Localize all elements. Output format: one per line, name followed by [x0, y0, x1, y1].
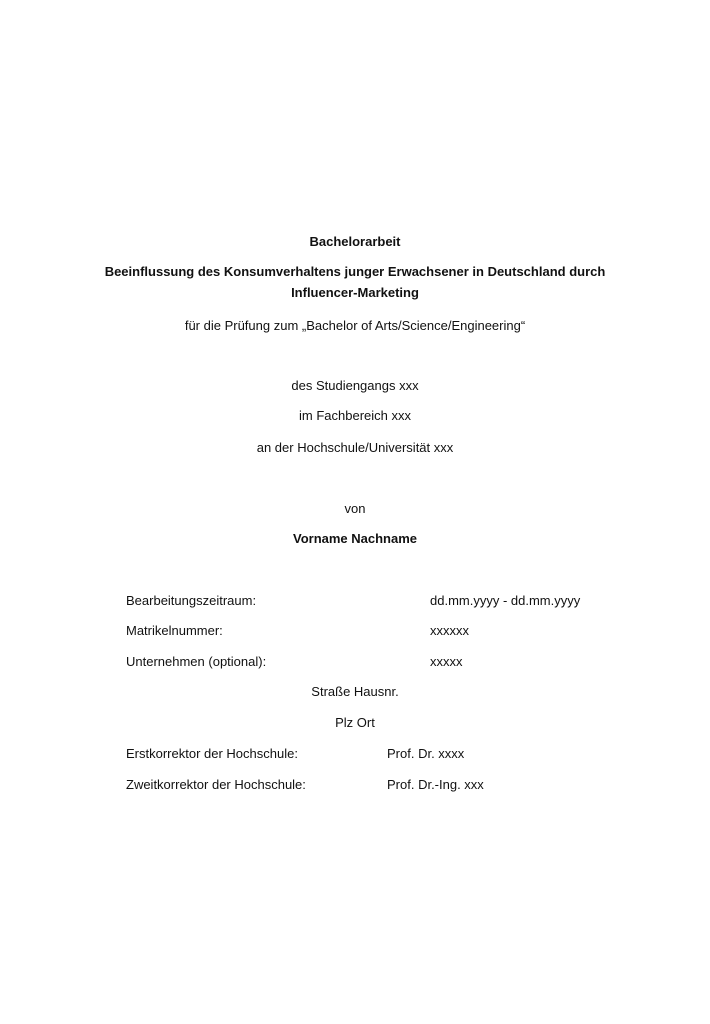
- supervisor-value: Prof. Dr.-Ing. xxx: [387, 777, 484, 792]
- detail-value: dd.mm.yyyy - dd.mm.yyyy: [430, 593, 581, 608]
- university-line: an der Hochschule/Universität xxx: [256, 440, 454, 455]
- exam-line: für die Prüfung zum „Bachelor of Arts/Science/Engineering“: [184, 318, 526, 333]
- address-city: Plz Ort: [335, 715, 375, 730]
- thesis-title-line-2: Influencer-Marketing: [291, 285, 419, 300]
- detail-label: Unternehmen (optional):: [126, 654, 267, 669]
- detail-value: xxxxxx: [430, 623, 469, 638]
- supervisor-value: Prof. Dr. xxxx: [387, 746, 465, 761]
- detail-row-matriculation: [0, 623, 710, 639]
- thesis-title-line-1: Beeinflussung des Konsumverhaltens junger Erwachsener in Deutschland durch: [104, 264, 606, 279]
- detail-label: Bearbeitungszeitraum:: [126, 593, 257, 608]
- department-line: im Fachbereich xxx: [299, 408, 411, 423]
- detail-label: Matrikelnummer:: [126, 623, 223, 638]
- document-type: Bachelorarbeit: [309, 234, 401, 249]
- address-street: Straße Hausnr.: [311, 684, 399, 699]
- supervisor-label: Zweitkorrektor der Hochschule:: [126, 777, 306, 792]
- program-line: des Studiengangs xxx: [291, 378, 419, 393]
- author-name: Vorname Nachname: [292, 531, 418, 546]
- detail-row-company: [0, 654, 710, 670]
- by-label: von: [344, 501, 366, 516]
- supervisor-label: Erstkorrektor der Hochschule:: [126, 746, 298, 761]
- supervisor-row-second: [0, 777, 710, 793]
- detail-value: xxxxx: [430, 654, 463, 669]
- detail-row-period: [0, 593, 710, 609]
- supervisor-row-first: [0, 746, 710, 762]
